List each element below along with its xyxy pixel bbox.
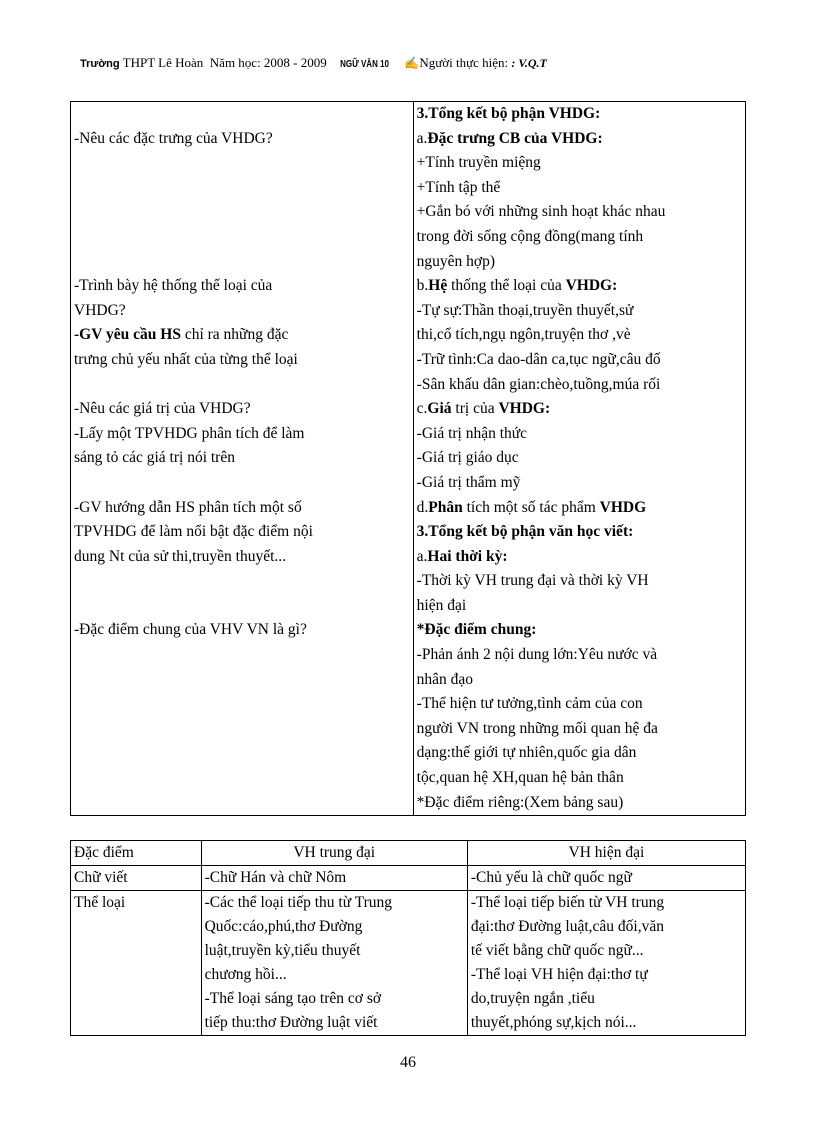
content-line: +Tính truyền miệng <box>416 154 541 172</box>
content-line: *Đặc điểm riêng:(Xem bảng sau) <box>416 793 624 811</box>
table-cell: Chữ viết <box>71 866 202 891</box>
content-line: -Giá trị nhận thức <box>416 424 528 442</box>
teacher-instruction: TPVHDG để làm nổi bật đặc điểm nội <box>74 523 313 541</box>
cell-line: -Thể loại sáng tạo trên cơ sở <box>204 990 382 1007</box>
content-line: hiện đại <box>416 596 467 614</box>
question-text: VHDG? <box>74 301 126 319</box>
cell-line: chương hồi... <box>204 966 287 983</box>
cell-line: tế viết bằng chữ quốc ngữ... <box>470 942 644 959</box>
content-line: -Giá trị giáo dục <box>416 449 519 467</box>
page-number: 46 <box>400 1054 416 1071</box>
cell-line: -Các thể loại tiếp thu từ Trung <box>204 894 393 911</box>
lesson-table <box>70 101 746 816</box>
section-heading: 3.Tổng kết bộ phận VHDG: <box>416 105 601 122</box>
content-line: trong đời sống cộng đồng(mang tính <box>416 227 644 245</box>
teacher-instruction: dung Nt của sử thi,truyền thuyết... <box>74 547 287 565</box>
section-heading: 3.Tổng kết bộ phận văn học viết: <box>416 523 634 541</box>
content-line: -Phản ánh 2 nội dung lớn:Yêu nước và <box>416 646 658 664</box>
subsection-heading: a.Hai thời kỳ: <box>416 547 508 565</box>
cell-line: -Thể loại VH hiện đại:thơ tự <box>470 966 648 983</box>
comparison-table <box>70 840 746 1036</box>
question-text: -Đặc điểm chung của VHV VN là gì? <box>74 621 307 639</box>
content-line: nguyên hợp) <box>416 252 496 270</box>
table-cell: -Chữ Hán và chữ Nôm <box>201 866 467 891</box>
question-text: sáng tỏ các giá trị nói trên <box>74 449 235 467</box>
content-line: +Gắn bó với những sinh hoạt khác nhau <box>416 203 666 221</box>
question-text: -Trình bày hệ thống thể loại của <box>74 277 273 295</box>
table-row <box>71 866 746 891</box>
table-cell <box>201 891 467 1036</box>
content-line: +Tính tập thể <box>416 178 501 196</box>
cell-line: luật,truyền kỳ,tiểu thuyết <box>204 942 361 959</box>
page-header <box>80 55 547 71</box>
subsection-heading: *Đặc điểm chung: <box>416 621 537 639</box>
teacher-instruction: -GV yêu cầu HS chỉ ra những đặc <box>74 326 289 344</box>
cell-line: thuyết,phóng sự,kịch nói... <box>470 1014 637 1031</box>
content-line: -Giá trị thẩm mỹ <box>416 473 521 491</box>
header-cell: Đặc điểm <box>71 841 202 866</box>
school-name: THPT Lê Hoàn <box>122 55 204 70</box>
content-line: -Trữ tình:Ca dao-dân ca,tục ngữ,câu đố <box>416 350 661 368</box>
subject-label: NGỮ VĂN 10 <box>340 59 389 70</box>
table-cell: Thể loại <box>71 891 202 1036</box>
table-row <box>71 891 746 1036</box>
teacher-instruction: -GV hướng dẫn HS phân tích một số <box>74 498 302 516</box>
content-line: -Thể hiện tư tưởng,tình cảm của con <box>416 695 643 713</box>
teacher-questions-column <box>71 102 414 816</box>
cell-line: -Thể loại tiếp biến từ VH trung <box>470 894 665 911</box>
school-label: Trường <box>80 58 120 70</box>
school-year: Năm học: 2008 - 2009 <box>209 55 327 70</box>
content-line: -Sân khấu dân gian:chèo,tuồng,múa rối <box>416 375 661 393</box>
question-text: -Nêu các đặc trưng của VHDG? <box>74 129 273 147</box>
content-line: -Tự sự:Thần thoại,truyền thuyết,sử <box>416 301 634 319</box>
content-line: thi,cổ tích,ngụ ngôn,truyện thơ ,vè <box>416 326 631 344</box>
subsection-heading: c.Giá trị của VHDG: <box>416 400 551 418</box>
table-cell: -Chủ yếu là chữ quốc ngữ <box>467 866 745 891</box>
question-text: -Lấy một TPVHDG phân tích để làm <box>74 424 305 442</box>
cell-line: Quốc:cáo,phú,thơ Đường <box>204 918 363 935</box>
content-line: tộc,quan hệ XH,quan hệ bản thân <box>416 769 624 787</box>
content-line: dạng:thế giới tự nhiên,quốc gia dân <box>416 744 637 762</box>
author-name: : V.Q.T <box>511 56 547 70</box>
cell-line: do,truyện ngắn ,tiểu <box>470 990 595 1007</box>
author-label: Người thực hiện: <box>419 55 509 70</box>
subsection-heading: a.Đặc trưng CB của VHDG: <box>416 129 603 147</box>
content-column <box>413 102 745 816</box>
header-cell: VH trung đại <box>201 841 467 866</box>
table-cell <box>467 891 745 1036</box>
subsection-heading: b.Hệ thống thể loại của VHDG: <box>416 277 618 295</box>
question-text: -Nêu các giá trị của VHDG? <box>74 400 251 418</box>
subsection-heading: d.Phân tích một số tác phẩm VHDG <box>416 498 647 516</box>
content-line: người VN trong những mối quan hệ đa <box>416 719 658 737</box>
cell-line: tiếp thu:thơ Đường luật viết <box>204 1014 378 1031</box>
pen-icon: ✍ <box>404 56 420 70</box>
teacher-instruction: trưng chủ yếu nhất của từng thể loại <box>74 350 298 368</box>
content-line: nhân đạo <box>416 670 474 688</box>
header-cell: VH hiện đại <box>467 841 745 866</box>
content-line: -Thời kỳ VH trung đại và thời kỳ VH <box>416 572 649 590</box>
cell-line: đại:thơ Đường luật,câu đối,văn <box>470 918 664 935</box>
table-header-row <box>71 841 746 866</box>
